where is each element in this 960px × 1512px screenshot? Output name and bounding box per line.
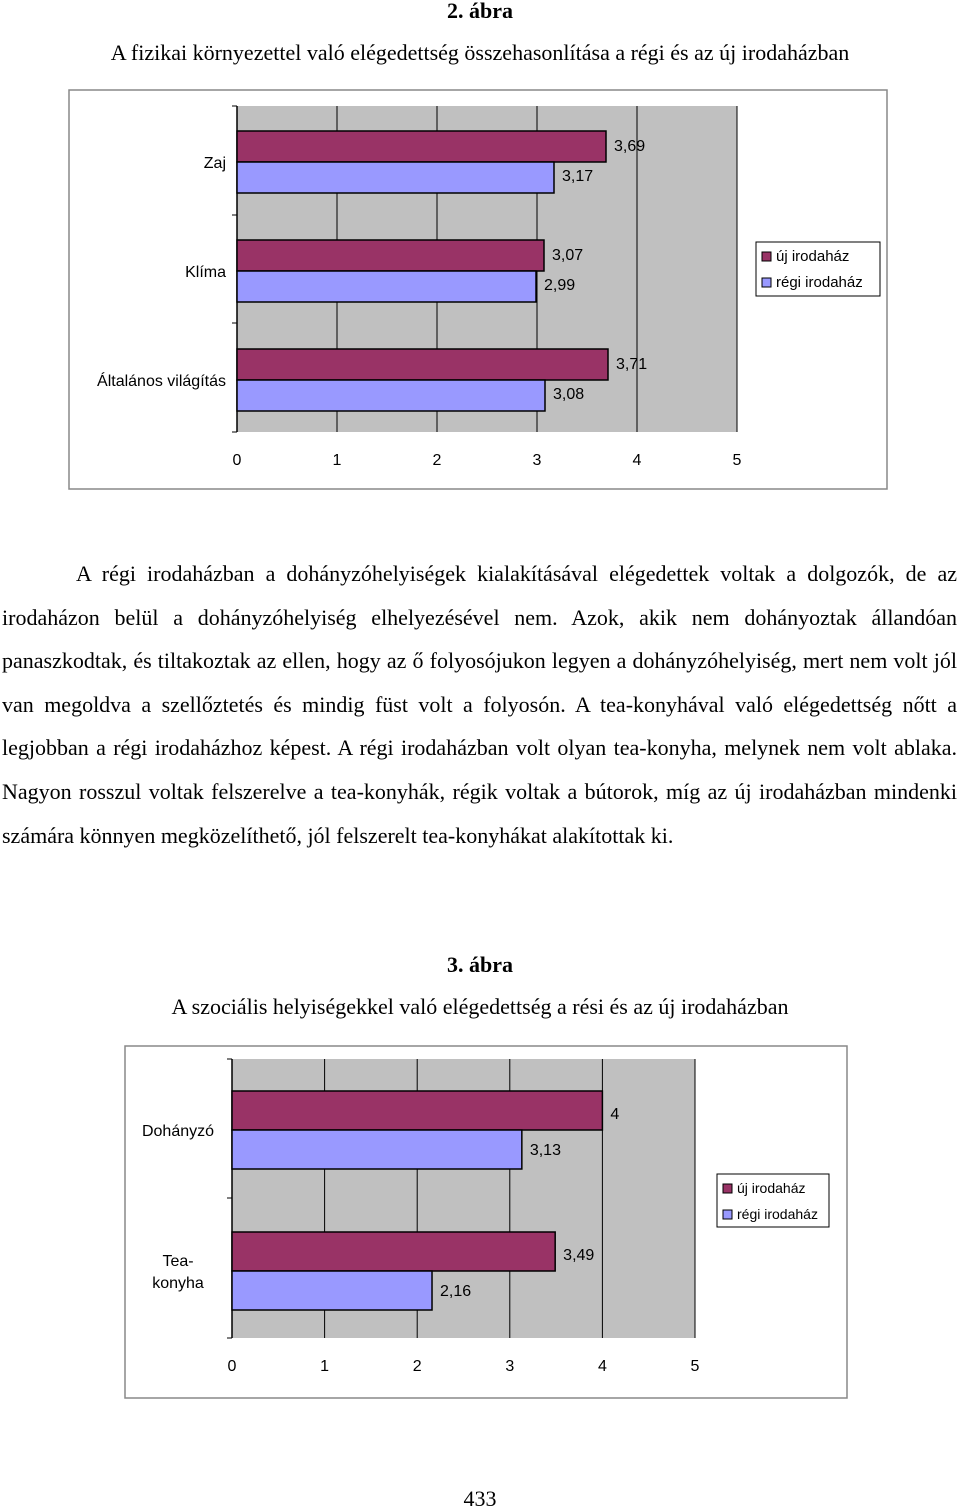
category-label: Zaj [203, 155, 226, 172]
data-label: 4 [610, 1106, 620, 1123]
x-tick-label: 5 [732, 452, 742, 469]
legend-label: régi irodaház [776, 274, 863, 291]
legend-swatch [723, 1184, 732, 1193]
figure-2-number: 2. ábra [447, 0, 513, 23]
legend-label: új irodaház [737, 1180, 806, 1196]
figure-3-title: A szociális helyiségekkel való elégedettség a rési és az új irodaházban [171, 994, 789, 1019]
x-tick-label: 0 [227, 1358, 237, 1375]
category-label: Tea- [162, 1253, 194, 1270]
legend-label: új irodaház [776, 248, 850, 265]
data-label: 3,17 [562, 168, 594, 185]
x-tick-label: 3 [505, 1358, 515, 1375]
bar-regi-irodahaz [232, 1271, 432, 1310]
paragraph-text: A régi irodaházban a dohányzóhelyiségek kialakításával elégedettek voltak a dolgozók, de az irodaházon belül a dohányzóhelyiség elhelyezésével nem. Azok, akik nem dohányoztak állandóan panaszkodtak, és tiltakoztak az ellen, hogy az ő folyosójukon legyen a dohányzóhelyiség, mert nem volt jól van megoldva a szellőztetés és mindig füst volt a folyosón. A tea-konyhával való elégedettség nőtt a legjobban a régi irodaházhoz képest. A régi irodaházban volt olyan tea-konyha, melynek nem volt ablaka. Nagyon rosszul voltak felszerelve a tea-konyhák, régik voltak a bútorok, míg az új irodaházban mindenki számára könnyen megközelíthető, jól felszerelt tea-konyhákat alakítottak ki. [2, 561, 957, 848]
data-label: 3,71 [616, 356, 648, 373]
category-label: Klíma [185, 264, 226, 281]
data-label: 3,13 [529, 1142, 561, 1159]
x-tick-label: 4 [597, 1358, 607, 1375]
bar-regi-irodahaz [232, 1130, 522, 1169]
data-label: 2,99 [544, 277, 576, 294]
x-tick-label: 0 [232, 452, 242, 469]
page-number: 433 [463, 1486, 497, 1511]
x-tick-label: 1 [332, 452, 342, 469]
x-tick-label: 4 [632, 452, 642, 469]
x-tick-label: 5 [690, 1358, 700, 1375]
figure-2-title: A fizikai környezettel való elégedettség összehasonlítása a régi és az új irodaházban [110, 40, 850, 65]
data-label: 3,08 [553, 386, 585, 403]
bar-uj-irodahaz [232, 1091, 602, 1130]
x-tick-label: 2 [432, 452, 442, 469]
data-label: 2,16 [440, 1283, 472, 1300]
category-label: konyha [152, 1275, 204, 1292]
figure-3-number: 3. ábra [447, 952, 513, 977]
category-label: Általános világítás [97, 373, 226, 390]
legend-swatch [723, 1210, 732, 1219]
data-label: 3,07 [552, 247, 584, 264]
data-label: 3,69 [614, 138, 646, 155]
bar-uj-irodahaz [232, 1232, 555, 1271]
x-tick-label: 2 [412, 1358, 422, 1375]
x-tick-label: 3 [532, 452, 542, 469]
data-label: 3,49 [563, 1247, 595, 1264]
category-label: Dohányzó [141, 1123, 215, 1140]
legend-label: régi irodaház [737, 1206, 818, 1222]
x-tick-label: 1 [320, 1358, 330, 1375]
